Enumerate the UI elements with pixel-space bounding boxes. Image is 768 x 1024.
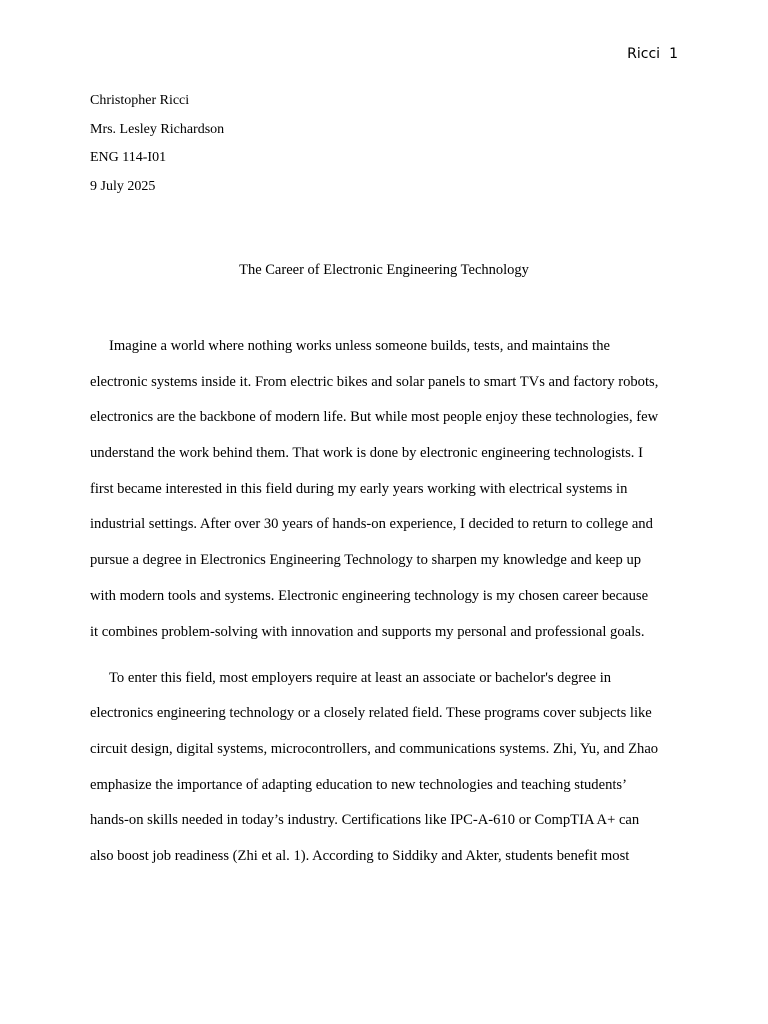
essay-body (90, 334, 678, 880)
running-header (627, 44, 678, 64)
header-surname: Ricci (627, 46, 661, 62)
text-line: electronic systems inside it. From electric bikes and solar panels to smart TVs and factory robots, (90, 373, 659, 390)
text-line: Imagine a world where nothing works unless someone builds, tests, and maintains the (109, 338, 610, 354)
text-line: circuit design, digital systems, microcontrollers, and communications systems. Zhi, Yu, and Zhao (90, 741, 659, 758)
text-line: pursue a degree in Electronics Engineering Technology to sharpen my knowledge and keep up (90, 552, 642, 569)
text-line: first became interested in this field during my early years working with electrical systems in (90, 480, 628, 497)
text-line: hands-on skills needed in today’s industry. Certifications like IPC-A-610 or CompTIA A+ can (90, 812, 640, 829)
submission-date: 9 July 2025 (90, 178, 156, 194)
text-line: industrial settings. After over 30 years of hands-on experience, I decided to return to college and (90, 516, 653, 533)
text-line: understand the work behind them. That work is done by electronic engineering technologists. I (90, 445, 643, 462)
text-line: emphasize the importance of adapting education to new technologies and teaching students’ (90, 776, 627, 793)
text-line: electronics engineering technology or a closely related field. These programs cover subjects like (90, 705, 652, 722)
text-line: it combines problem-solving with innovation and supports my personal and professional goals. (90, 623, 645, 640)
instructor-name: Mrs. Lesley Richardson (90, 121, 225, 137)
paragraph-1 (90, 334, 678, 655)
text-line: To enter this field, most employers require at least an associate or bachelor's degree in (109, 669, 612, 686)
course-code: ENG 114-I01 (90, 150, 167, 165)
student-name: Christopher Ricci (90, 93, 190, 108)
text-line: with modern tools and systems. Electronic engineering technology is my chosen career because (90, 587, 649, 604)
paragraph-2 (90, 666, 678, 880)
essay-title: The Career of Electronic Engineering Technology (239, 262, 529, 278)
text-line: electronics are the backbone of modern life. But while most people enjoy these technologies, few (90, 409, 659, 426)
text-line: also boost job readiness (Zhi et al. 1). According to Siddiky and Akter, students benefit most (90, 848, 630, 865)
page-number: 1 (669, 46, 678, 62)
mla-heading (90, 89, 678, 203)
